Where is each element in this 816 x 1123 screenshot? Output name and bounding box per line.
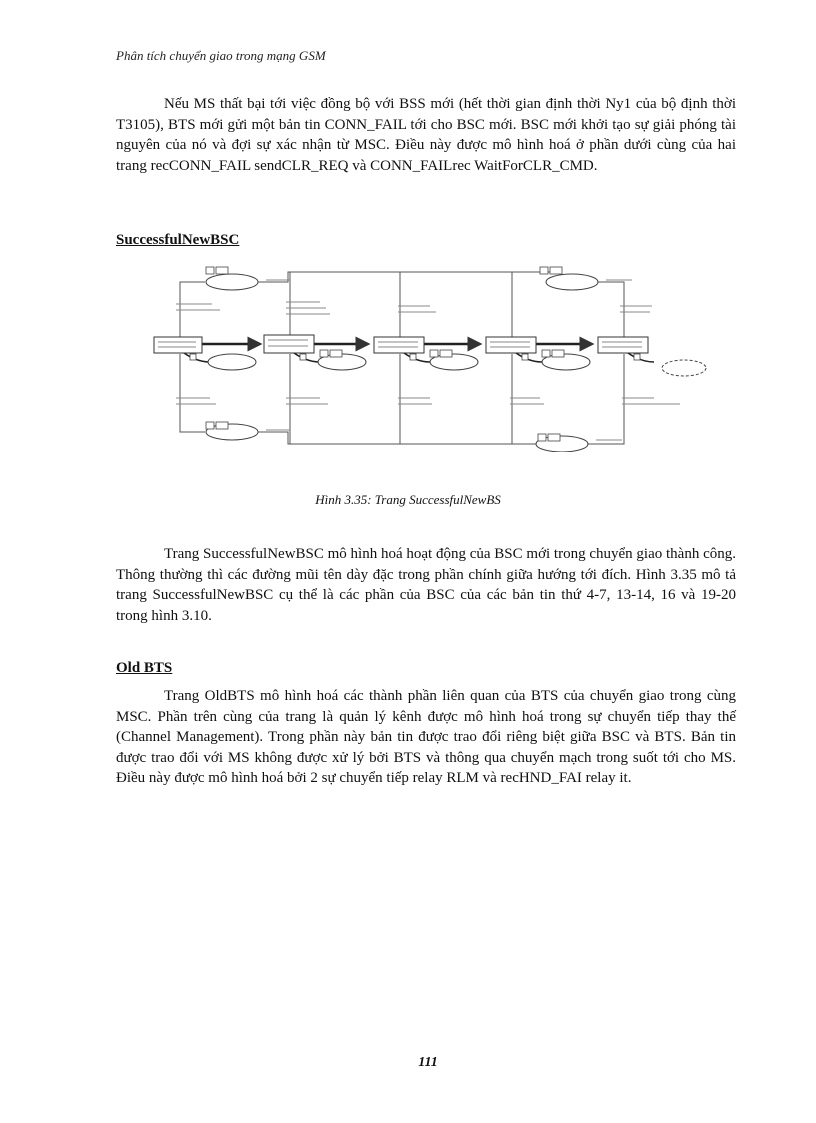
running-header: Phân tích chuyển giao trong mạng GSM (116, 48, 326, 63)
petri-net-diagram (140, 262, 710, 452)
intro-paragraph: Nếu MS thất bại tới việc đồng bộ với BSS mới (hết thời gian định thời Ny1 của bộ định thời T3105), BTS mới gửi một bản tin CONN_FAIL tới cho BSC mới. BSC mới khởi tạo sự giải phóng tài nguyên của nó và đợi sự xác nhận từ MSC. Điều này được mô hình hoá ở phần dưới cùng của hai trang recCONN_FAIL sendCLR_REQ và CONN_FAILrec WaitForCLR_CMD. (116, 96, 736, 174)
page-number: 111 (418, 1055, 438, 1070)
figure-caption: Hình 3.35: Trang SuccessfulNewBS (315, 492, 501, 507)
section2-paragraph: Trang OldBTS mô hình hoá các thành phần liên quan của BTS của chuyển giao trong cùng MSC. Phần trên cùng của trang là quản lý kênh được mô hình hoá trong sự chuyển tiếp thay thế (Channel Management). Trong phần này bản tin được trao đổi riêng biệt giữa BSC và BTS. Bản tin được trao đổi với MS không được xử lý bởi BTS và thông qua chuyển mạch trong suốt tới cho MS. Điều này được mô hình hoá bởi 2 sự chuyển tiếp relay RLM và recHND_FAI relay it. (116, 688, 736, 786)
section1-paragraph: Trang SuccessfulNewBSC mô hình hoá hoạt động của BSC mới trong chuyển giao thành công. Thông thường thì các đường mũi tên dày đặc trong phần chính giữa hướng tới đích. Hình 3.35 mô tả trang SuccessfulNewBSC cụ thể là các phần của BSC của các bản tin thứ 4-7, 13-14, 16 và 19-20 trong hình 3.10. (116, 546, 736, 624)
section-heading-successful-new-bsc: SuccessfulNewBSC (116, 232, 240, 248)
section-heading-old-bts: Old BTS (116, 660, 173, 676)
